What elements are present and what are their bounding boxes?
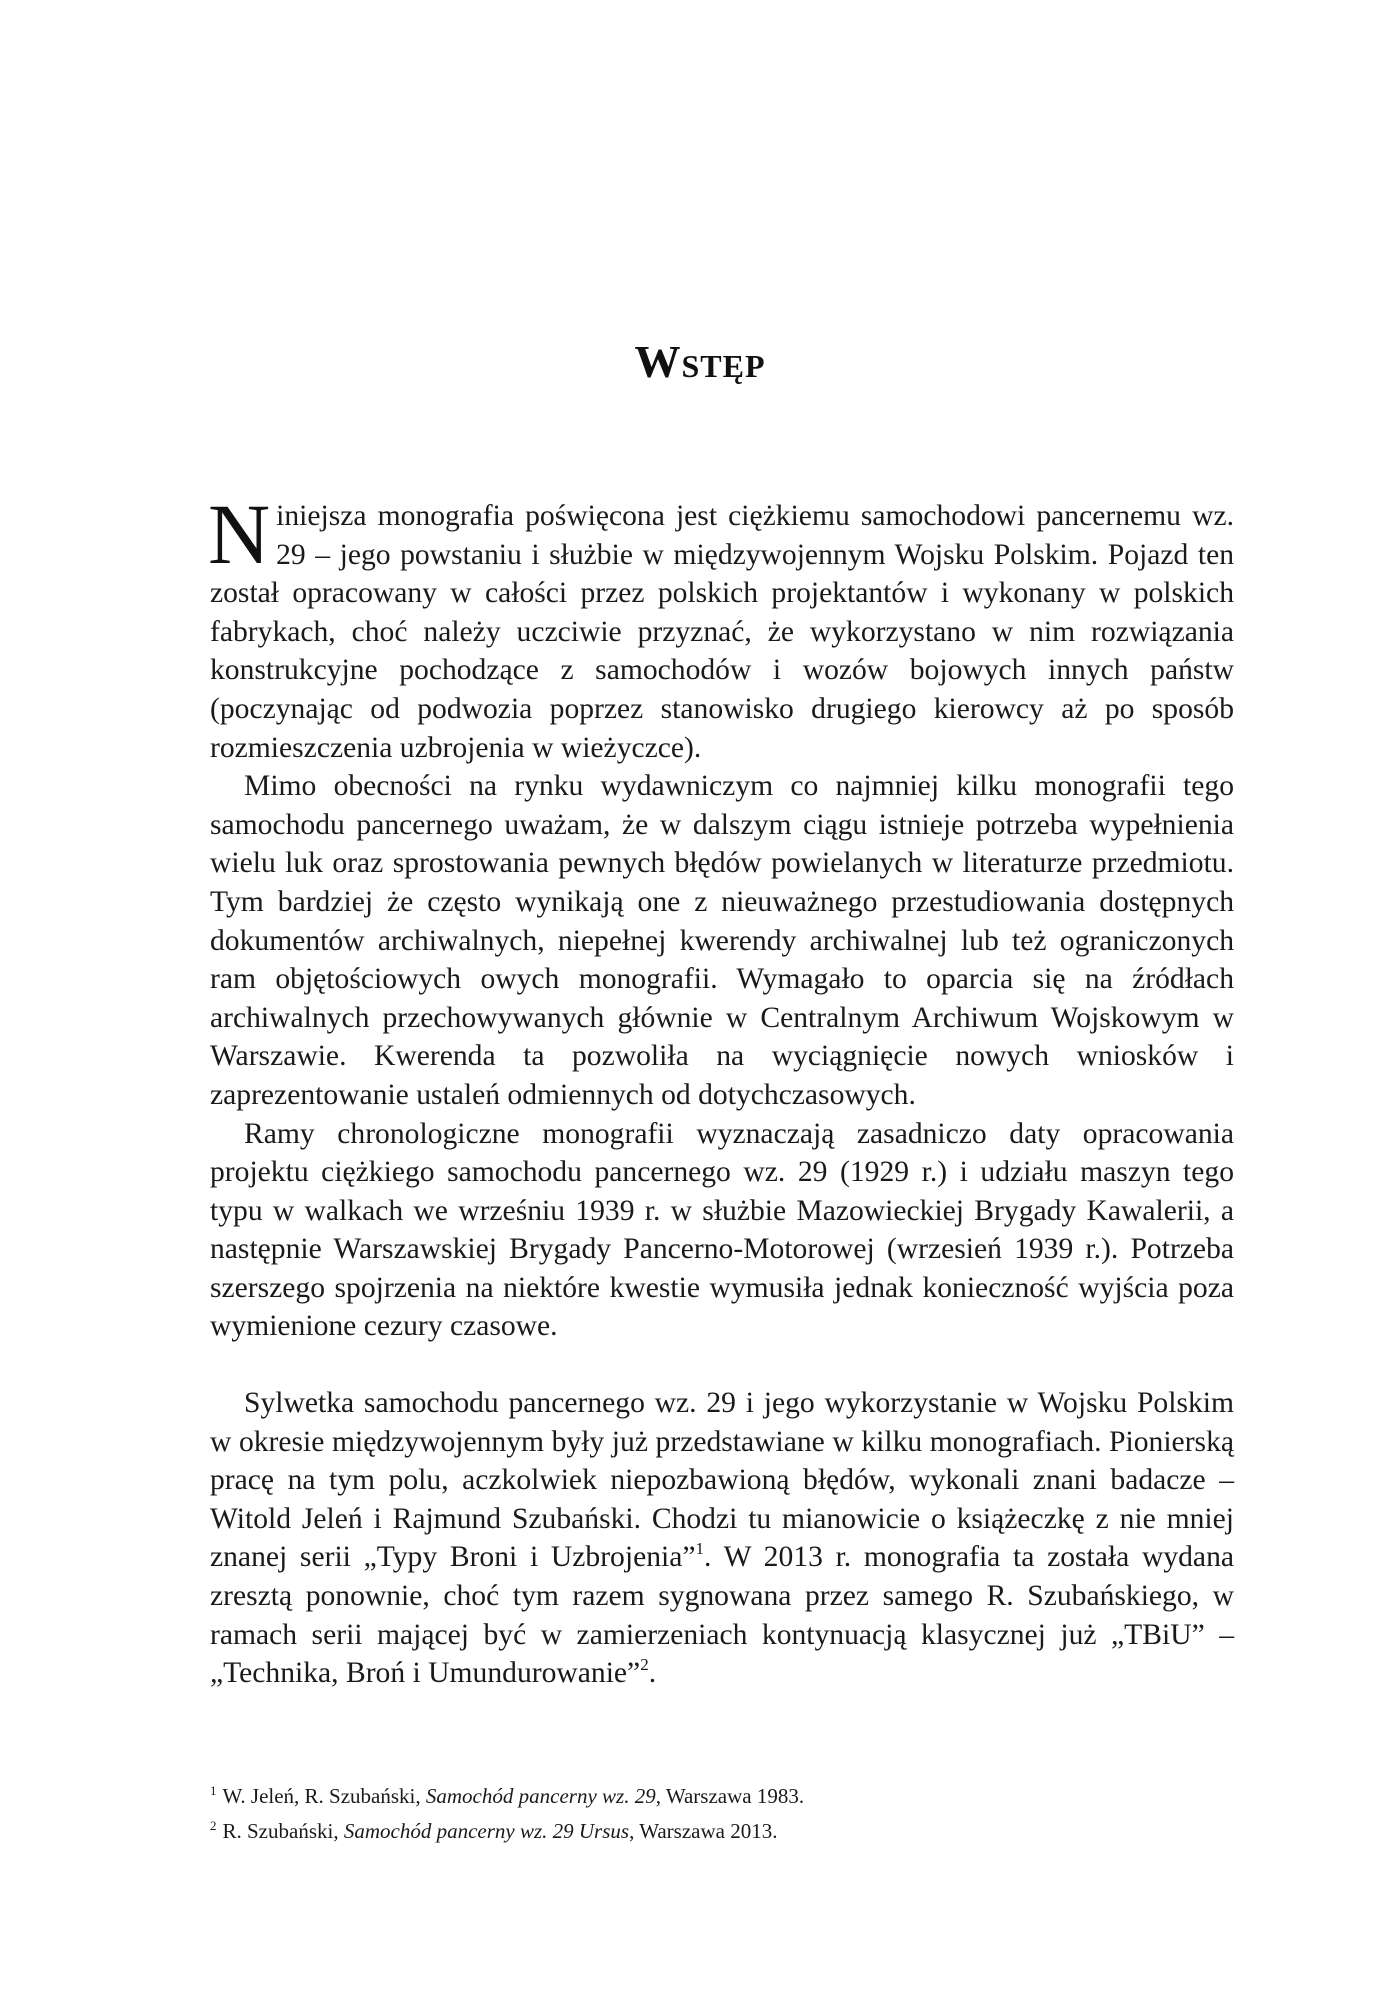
intro-paragraph	[208, 486, 1234, 767]
paragraph-4-part-2: . W 2013 r. monografia ta została wydana zresztą ponownie, choć tym razem sygnowana przez samego R. Szubańskiego, w ramach serii mającej być w zamierzeniach kontynuacją klasycznej już „TBiU” – „Technika, Broń i Umundurowanie”	[210, 1541, 1234, 1690]
footnote-2-authors: R. Szubański,	[222, 1819, 344, 1843]
paragraph-4-part-1: Sylwetka samochodu pancernego wz. 29 i jego wykorzystanie w Wojsku Polskim w okresie międzywojennym były już przedstawiane w kilku monografiach. Pionierską pracę na tym polu, aczkolwiek niepozbawioną błędów, wykonali znani badacze – Witold Jeleń i Rajmund Szubański. Chodzi tu mianowicie o książeczkę z nie mniej znanej serii „Typy Broni i Uzbrojenia”	[210, 1387, 1234, 1574]
paragraph-4-part-3: .	[648, 1657, 657, 1690]
footnote-2-title: Samochód pancerny wz. 29 Ursus	[343, 1819, 630, 1843]
footnote-2-rest: , Warszawa 2013.	[629, 1819, 778, 1843]
section-gap	[210, 1346, 1234, 1384]
footnote-1-title: Samochód pancerny wz. 29	[425, 1784, 656, 1808]
paragraph-2: Mimo obecności na rynku wydawniczym co najmniej kilku monografii tego samochodu pancernego uważam, że w dalszym ciągu istnieje potrzeba wypełnienia wielu luk oraz sprostowania pewnych błędów powielanych w literaturze przedmiotu. Tym bardziej że często wynikają one z nieuważnego przestudiowania dostępnych dokumentów archiwalnych, niepełnej kwerendy archiwalnej lub też ograniczonych ram objętościowych owych monografii. Wymagało to oparcia się na źródłach archiwalnych przechowywanych głównie w Centralnym Archiwum Wojskowym w Warszawie. Kwerenda ta pozwoliła na wyciągnięcie nowych wniosków i zaprezentowanie ustaleń odmiennych od dotychczasowych.	[210, 770, 1234, 1111]
footnotes	[210, 1779, 1234, 1849]
footnote-1-authors: W. Jeleń, R. Szubański,	[222, 1784, 426, 1808]
footnote-1-number: 1	[210, 1783, 217, 1798]
footnote-2-number: 2	[210, 1818, 217, 1833]
footnote-ref-2[interactable]: 2	[640, 1655, 649, 1675]
chapter-title: Wstęp	[634, 336, 766, 387]
footnote-ref-1[interactable]: 1	[695, 1539, 704, 1559]
paragraph-3: Ramy chronologiczne monografii wyznaczają zasadniczo daty opracowania projektu ciężkiego samochodu pancernego wz. 29 (1929 r.) i udziału maszyn tego typu w walkach we wrześniu 1939 r. w służbie Mazowieckiej Brygady Kawalerii, a następnie Warszawskiej Brygady Pancerno-Motorowej (wrzesień 1939 r.). Potrzeba szerszego spojrzenia na niektóre kwestie wymusiła jednak konieczność wyjścia poza wymienione cezury czasowe.	[210, 1117, 1234, 1343]
intro-paragraph-text: iniejsza monografia poświęcona jest ciężkiemu samochodowi pancernemu wz. 29 – jego powstaniu i służbie w międzywojennym Wojsku Polskim. Pojazd ten został opracowany w całości przez polskich projektantów i wykonany w polskich fabrykach, choć należy uczciwie przyznać, że wykorzystano w nim rozwiązania konstrukcyjne pochodzące z samochodów i wozów bojowych innych państw (poczynając od podwozia poprzez stanowisko drugiego kierowcy aż po sposób rozmieszczenia uzbrojenia w wieżyczce).	[210, 500, 1234, 764]
footnote-1-rest: , Warszawa 1983.	[655, 1784, 805, 1808]
paragraph-4	[210, 1384, 1234, 1693]
main-text	[208, 486, 1234, 1693]
footnote-2	[210, 1814, 1234, 1849]
drop-cap: N	[208, 486, 271, 582]
footnote-1	[210, 1779, 1234, 1814]
